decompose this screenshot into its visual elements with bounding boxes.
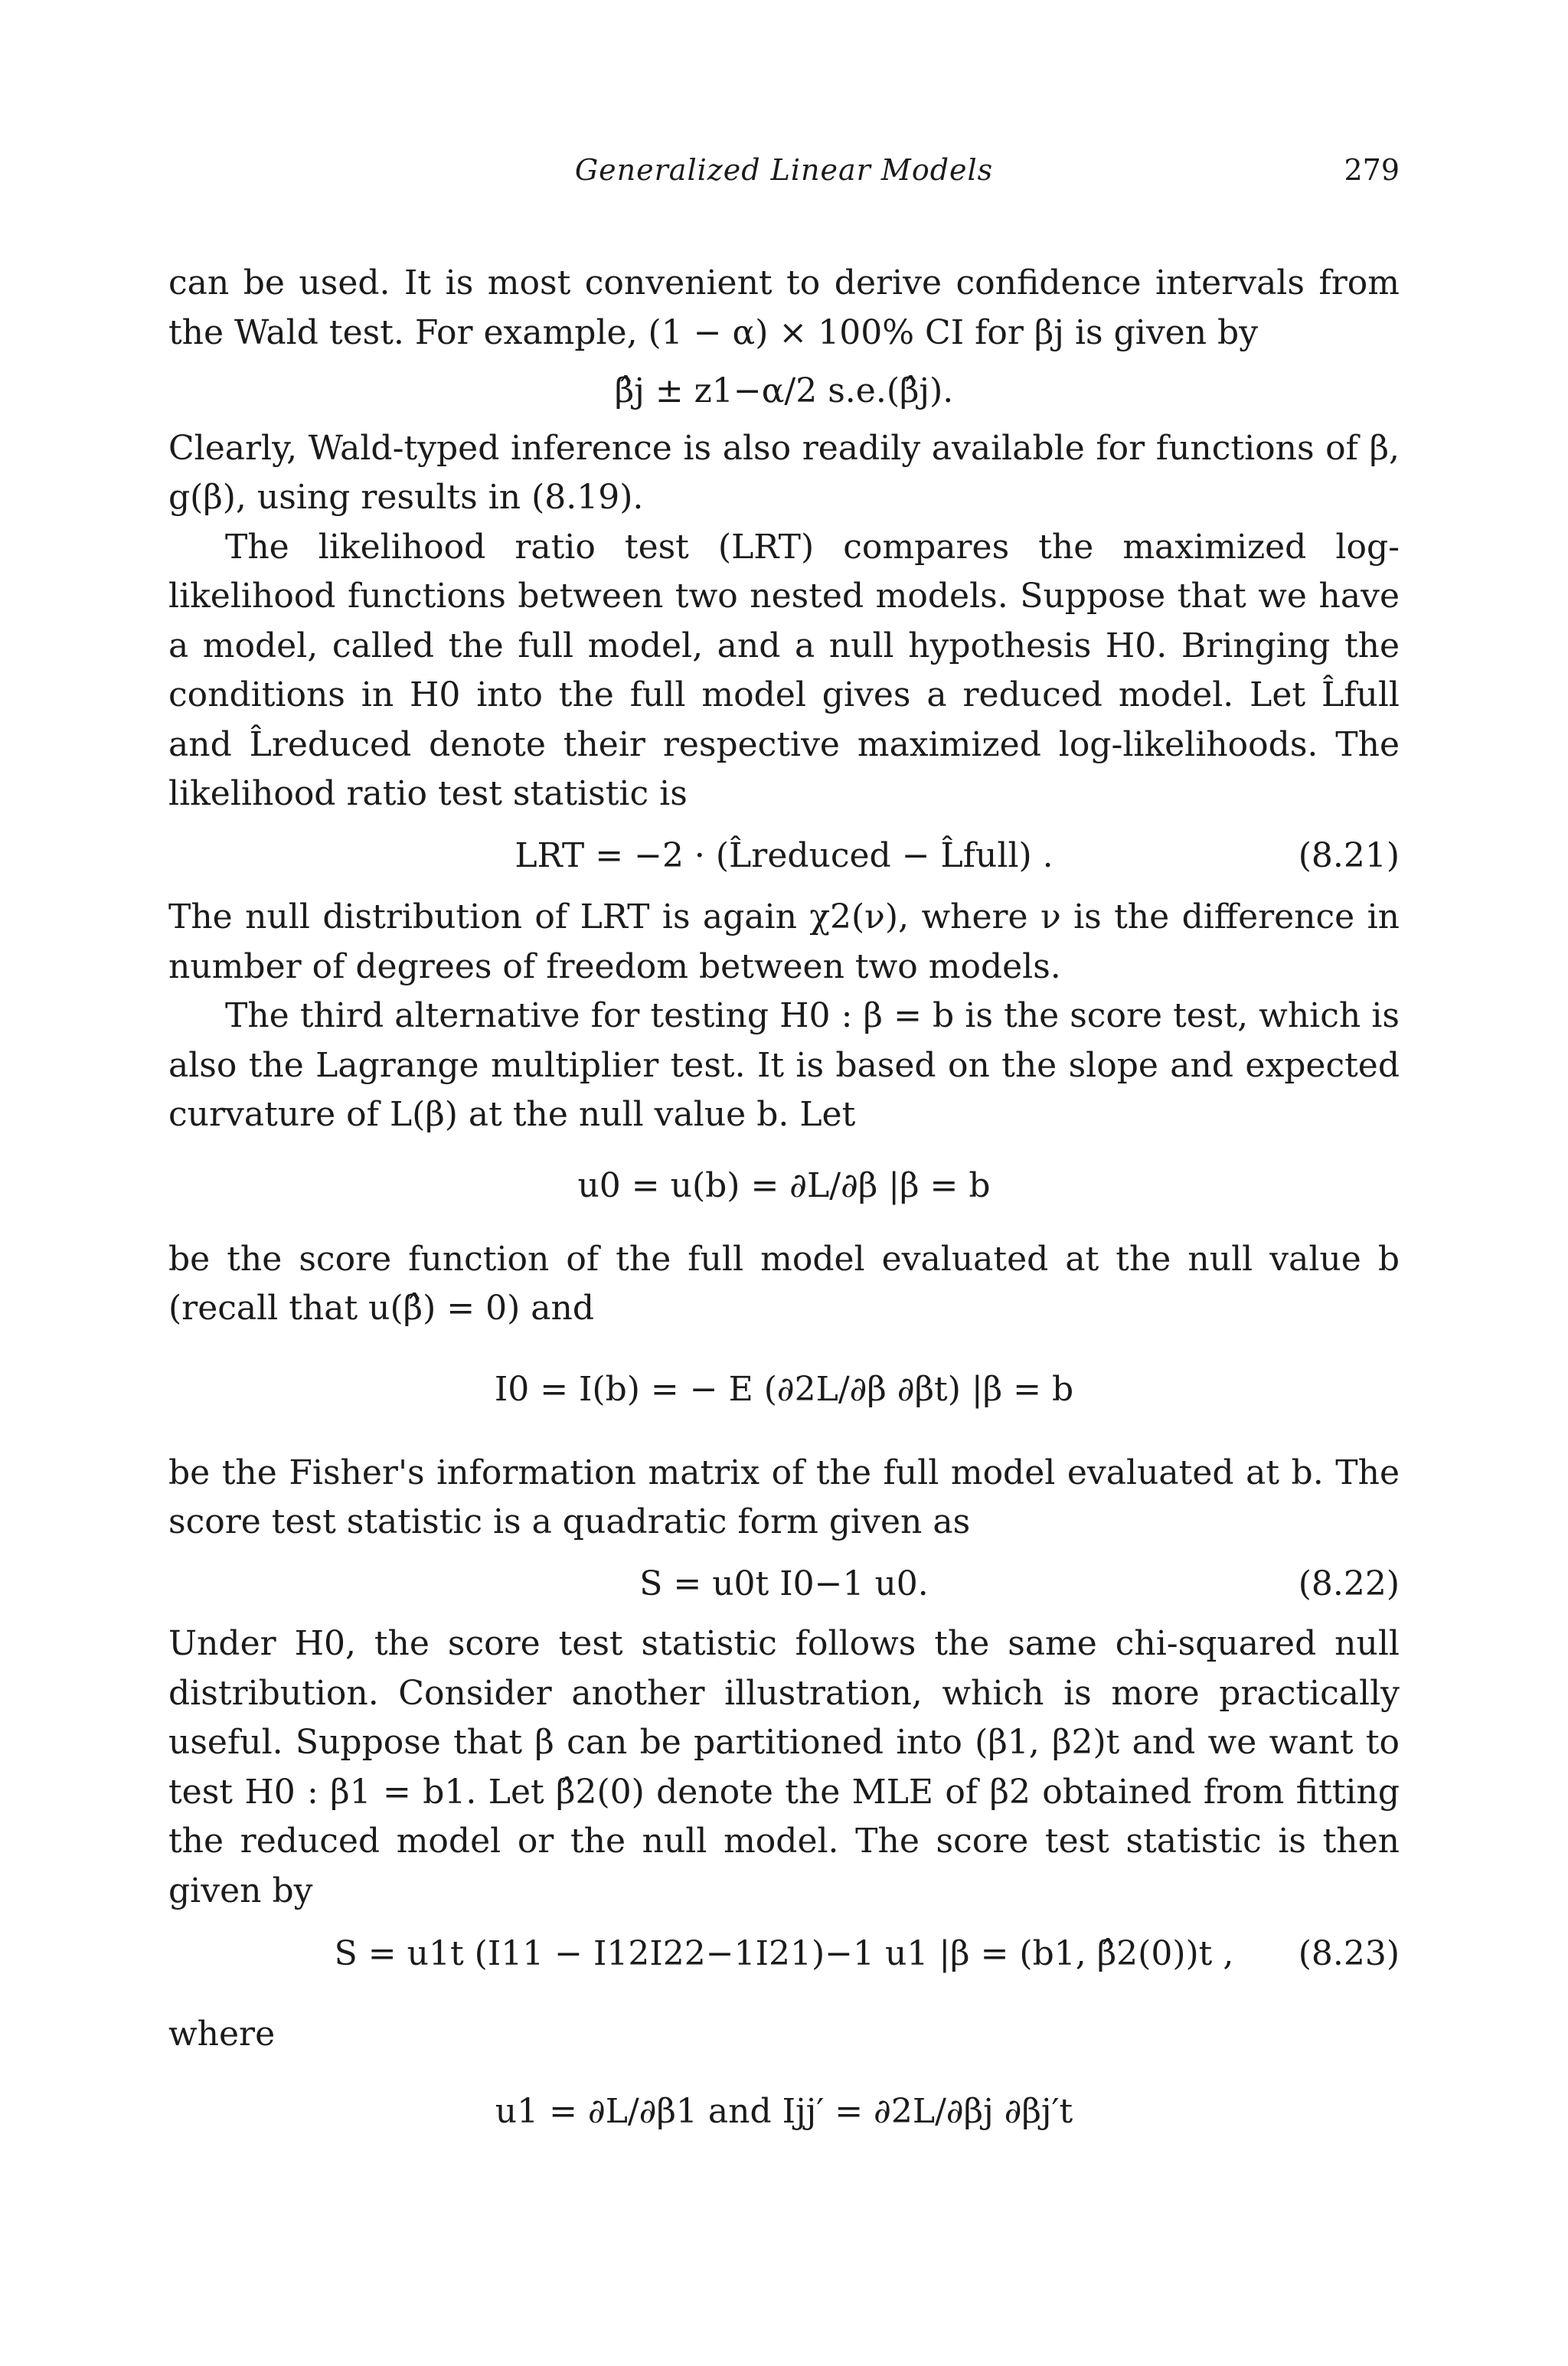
paragraph-5: The third alternative for testing H0 : β = b is the score test, which is also the Lagrange multiplier test. It is based on the slope and expected curvature of L(β) at the null value b. Let <box>168 996 1400 1134</box>
running-header <box>168 153 1400 199</box>
paragraph-8: Under H0, the score test statistic follows the same chi-squared null distribution. Consider another illustration, which is more practically useful. Suppose that β can be partitioned into (β1, β2)t and we want to test H0 : β1 = b1. Let β̂2(0) denote the MLE of β2 obtained from fitting the reduced model or the null model. The score test statistic is then given by <box>168 1624 1400 1910</box>
equation-8-21-body: LRT = −2 · (L̂reduced − L̂full) . <box>514 835 1054 875</box>
paragraph-9: where <box>168 2014 276 2054</box>
paragraph-3: The likelihood ratio test (LRT) compares the maximized log-likelihood functions between two nested models. Suppose that we have a model, called the full model, and a null hypothesis H0. Bringing the conditions in H0 into the full model gives a reduced model. Let L̂full and L̂reduced denote their respective maximized log-likelihoods. The likelihood ratio test statistic is <box>168 527 1400 813</box>
equation-8-21 <box>168 832 1400 881</box>
equation-wald-ci: β̂j ± z1−α/2 s.e.(β̂j). <box>614 371 954 410</box>
running-title: Generalized Linear Models <box>574 153 994 187</box>
paragraph-7: be the Fisher's information matrix of the full model evaluated at b. The score test statistic is a quadratic form given as <box>168 1453 1400 1541</box>
paragraph-4: The null distribution of LRT is again χ2(ν), where ν is the difference in number of degrees of freedom between two models. <box>168 897 1400 986</box>
equation-u1-ijj: u1 = ∂L/∂β1 and Ijj′ = ∂2L/∂βj ∂βj′t <box>495 2092 1073 2131</box>
equation-number-8-23: (8.23) <box>1298 1934 1400 1973</box>
paragraph-6: be the score function of the full model evaluated at the null value b (recall that u(β̂) = 0) and <box>168 1239 1400 1328</box>
page-body <box>168 259 1400 2146</box>
equation-8-23-body: S = u1t (I11 − I12I22−1I21)−1 u1 |β = (b1, β̂2(0))t , <box>334 1934 1234 1973</box>
equation-number-8-21: (8.21) <box>1298 835 1400 875</box>
equation-number-8-22: (8.22) <box>1298 1564 1400 1603</box>
equation-8-23 <box>168 1930 1400 1979</box>
equation-8-22 <box>168 1560 1400 1609</box>
page-number: 279 <box>1344 153 1400 187</box>
paragraph-2: Clearly, Wald-typed inference is also readily available for functions of β, g(β), using results in (8.19). <box>168 428 1400 517</box>
equation-8-22-body: S = u0t I0−1 u0. <box>639 1564 929 1603</box>
paragraph-1: can be used. It is most convenient to derive confidence intervals from the Wald test. For example, (1 − α) × 100% CI for βj is given by <box>168 263 1400 352</box>
equation-fisher-information: I0 = I(b) = − E (∂2L/∂β ∂βt) |β = b <box>494 1369 1074 1409</box>
equation-score-u0: u0 = u(b) = ∂L/∂β |β = b <box>577 1165 991 1205</box>
